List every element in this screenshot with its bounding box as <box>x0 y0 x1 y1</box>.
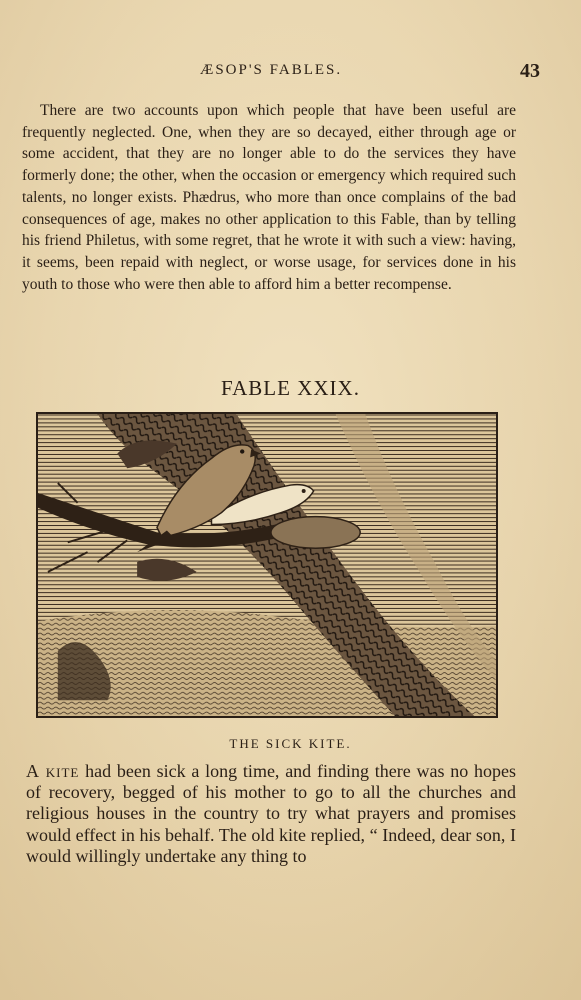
fable-text <box>26 761 516 867</box>
application-paragraph: There are two accounts upon which people that have been useful are frequently neglected. One, when they are so decayed, either through age or some accident, that they are no longer able to do the services they have formerly done; the other, when the occasion or emergency which required such talents, no longer exists. Phædrus, who more than once complains of the bad consequences of age, makes no other application to this Fable, than by telling his friend Philetus, with some regret, that he wrote it with such a view: having, it seems, been repaid with neglect, or worse usage, for services done in his youth to those who were then able to afford him a better recompense. <box>22 102 516 293</box>
running-title: ÆSOP'S FABLES. <box>200 62 343 78</box>
mother-kite-eye <box>240 449 244 453</box>
woodcut-illustration <box>36 412 498 718</box>
fable-heading: FABLE XXIX. <box>221 376 360 400</box>
sick-kite-eye <box>302 489 306 493</box>
fable-opening-word: A kite <box>26 761 80 781</box>
fable-body: had been sick a long time, and finding there was no hopes of recovery, begged of his mother to go to all the churches and religious houses in the country to try what prayers and promises would effect in his behalf. The old kite replied, “ Indeed, dear son, I would willingly undertake any thing to <box>26 761 516 866</box>
fable-caption: THE SICK KITE. <box>229 736 352 751</box>
running-head <box>40 60 540 86</box>
woodcut-svg <box>38 414 496 716</box>
nest <box>271 517 360 549</box>
page-number: 43 <box>520 60 540 82</box>
